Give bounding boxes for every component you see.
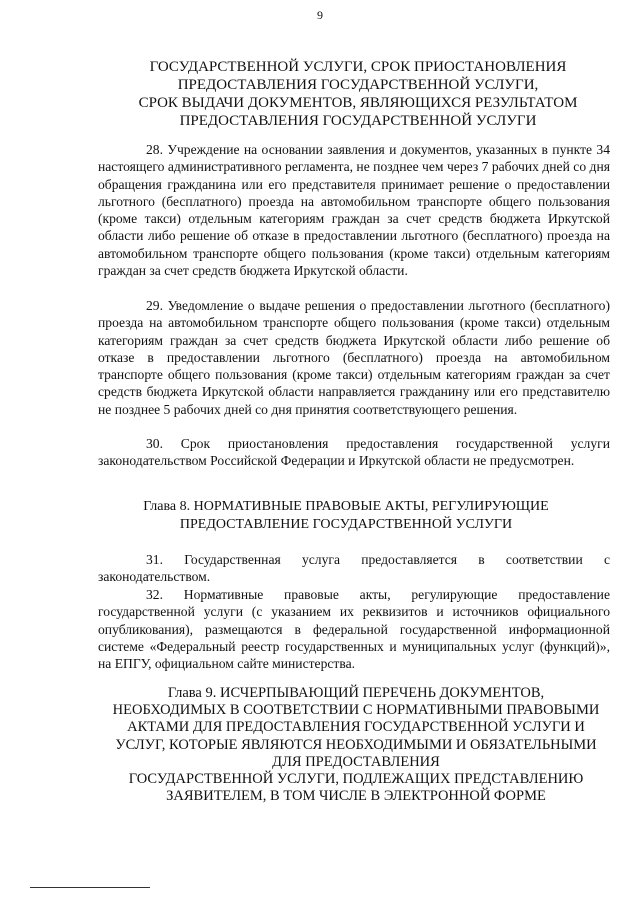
footnote-divider <box>30 887 150 888</box>
chapter-8-heading <box>96 498 596 534</box>
chapter-9-heading-line: УСЛУГ, КОТОРЫЕ ЯВЛЯЮТСЯ НЕОБХОДИМЫМИ И ОБЯЗАТЕЛЬНЫМИ <box>115 736 597 753</box>
chapter-9-heading-line: ДЛЯ ПРЕДОСТАВЛЕНИЯ <box>272 753 440 770</box>
section-heading-line: ПРЕДОСТАВЛЕНИЯ ГОСУДАРСТВЕННОЙ УСЛУГИ <box>179 113 537 129</box>
paragraph-30: 30. Срок приостановления предоставления государственной услуги законодательством Российской Федерации и Иркутской области не предусмотрен. <box>98 436 610 469</box>
paragraph-31: 31. Государственная услуга предоставляется в соответствии с законодательством. <box>98 552 610 585</box>
page-number: 9 <box>317 8 323 22</box>
section-heading-line: ПРЕДОСТАВЛЕНИЯ ГОСУДАРСТВЕННОЙ УСЛУГИ, <box>177 77 539 93</box>
chapter-9-heading-line: ГОСУДАРСТВЕННОЙ УСЛУГИ, ПОДЛЕЖАЩИХ ПРЕДСТАВЛЕНИЮ <box>128 771 584 788</box>
chapter-8-heading-line: Глава 8. НОРМАТИВНЫЕ ПРАВОВЫЕ АКТЫ, РЕГУЛИРУЮЩИЕ <box>143 499 549 514</box>
paragraph-32: 32. Нормативные правовые акты, регулирующие предоставление государственной услуги (с указанием их реквизитов и источников официального опубликования), размещаются в федеральной государственной информационной системе «Федеральный реестр государственных и муниципальных услуг (функций)», на ЕПГУ, официальном сайте министерства. <box>98 587 610 672</box>
chapter-9-heading-line: НЕОБХОДИМЫХ В СООТВЕТСТВИИ С НОРМАТИВНЫМИ ПРАВОВЫМИ <box>112 702 600 719</box>
section-heading-line: ГОСУДАРСТВЕННОЙ УСЛУГИ, СРОК ПРИОСТАНОВЛЕНИЯ <box>149 59 567 75</box>
chapter-9-heading <box>96 685 616 805</box>
paragraph-29: 29. Уведомление о выдаче решения о предоставлении льготного (бесплатного) проезда на автомобильном транспорте общего пользования (кроме такси) отдельным категориям граждан за счет средств бюджета Иркутской области либо решение об отказе в предоставлении льготного (бесплатного) проезда на автомобильном транспорте общего пользования (кроме такси) отдельным категориям граждан за счет средств бюджета Иркутской области направляется гражданину или его представителю не позднее 5 рабочих дней со дня принятия соответствующего решения. <box>98 298 610 417</box>
section-heading-line: СРОК ВЫДАЧИ ДОКУМЕНТОВ, ЯВЛЯЮЩИХСЯ РЕЗУЛЬТАТОМ <box>138 95 578 111</box>
paragraph-28: 28. Учреждение на основании заявления и документов, указанных в пункте 34 настоящего административного регламента, не позднее чем через 7 рабочих дней со дня обращения гражданина или его представителя принимает решение о предоставлении льготного (бесплатного) проезда на автомобильном транспорте общего пользования (кроме такси) отдельным категориям граждан за счет средств бюджета Иркутской области либо решение об отказе в предоставлении льготного (бесплатного) проезда на автомобильном транспорте общего пользования (кроме такси) отдельным категориям граждан за счет средств бюджета Иркутской области. <box>98 142 610 279</box>
chapter-9-heading-line: ЗАЯВИТЕЛЕМ, В ТОМ ЧИСЛЕ В ЭЛЕКТРОННОЙ ФОРМЕ <box>166 788 546 805</box>
chapter-8-heading-line: ПРЕДОСТАВЛЕНИЕ ГОСУДАРСТВЕННОЙ УСЛУГИ <box>179 517 513 532</box>
section-heading <box>118 58 598 130</box>
chapter-9-heading-line: Глава 9. ИСЧЕРПЫВАЮЩИЙ ПЕРЕЧЕНЬ ДОКУМЕНТОВ, <box>167 685 545 701</box>
chapter-9-heading-line: АКТАМИ ДЛЯ ПРЕДОСТАВЛЕНИЯ ГОСУДАРСТВЕННОЙ УСЛУГИ И <box>127 719 585 736</box>
